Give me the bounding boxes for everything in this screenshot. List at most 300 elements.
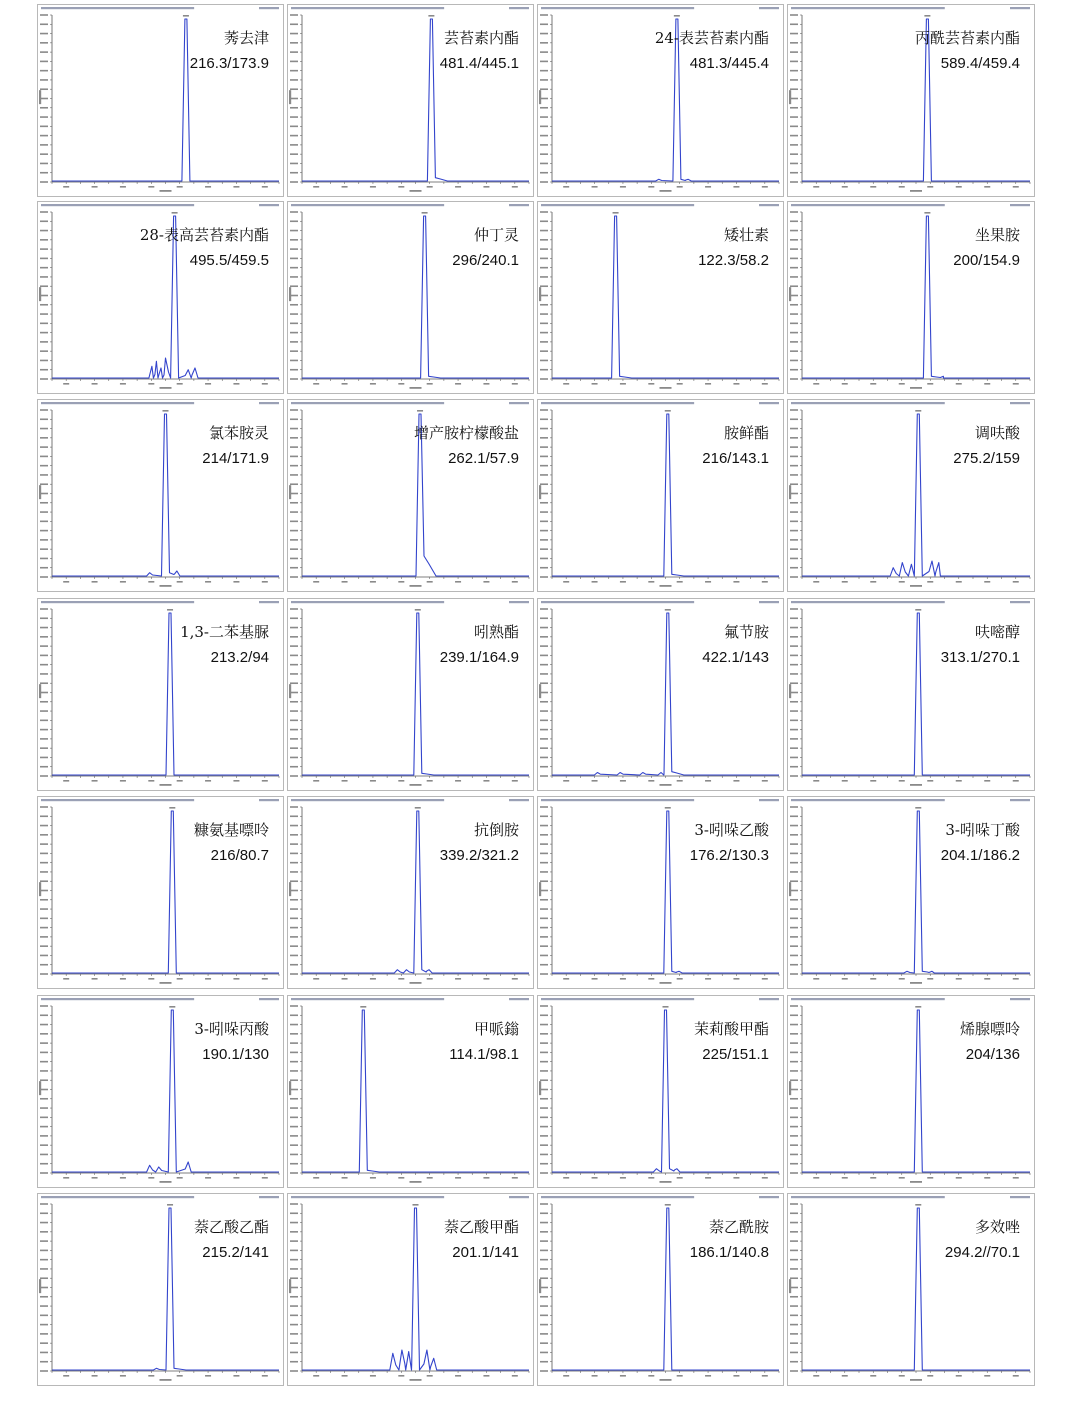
y-tick-label [540, 853, 548, 855]
intensity-header-line [509, 204, 529, 206]
chromatogram-panel [287, 598, 534, 791]
x-tick-label [120, 1177, 126, 1179]
y-tick-label [290, 1079, 298, 1081]
y-tick-label [790, 1240, 798, 1242]
y-tick-label [290, 1033, 298, 1035]
y-tick-label [40, 511, 48, 513]
y-tick-label [290, 1342, 298, 1344]
x-tick-label [512, 581, 518, 583]
y-tick-label [540, 1361, 548, 1363]
y-tick-label [540, 295, 548, 297]
x-axis-title [410, 1379, 422, 1381]
x-tick-label [620, 1177, 626, 1179]
mrm-transition: 122.3/58.2 [698, 252, 769, 269]
x-tick-label [842, 1177, 848, 1179]
y-tick-label [540, 1268, 548, 1270]
chromatogram-panel [787, 796, 1035, 989]
y-axis-title [39, 1279, 41, 1293]
x-tick-label [148, 1375, 154, 1377]
y-axis-title [289, 684, 291, 698]
y-tick-label [790, 664, 798, 666]
instrument-header-line [291, 601, 444, 603]
y-tick-label [790, 692, 798, 694]
y-tick-label [790, 1163, 798, 1165]
x-tick-label [1013, 978, 1019, 980]
x-tick-label [148, 383, 154, 385]
x-axis-title [160, 190, 172, 192]
y-tick-label [540, 135, 548, 137]
x-tick-label [483, 1375, 489, 1377]
y-tick-label [540, 304, 548, 306]
y-tick-label [290, 276, 298, 278]
y-tick-label [40, 23, 48, 25]
y-tick-label [40, 51, 48, 53]
y-tick-label [790, 360, 798, 362]
y-tick-label [40, 548, 48, 550]
chromatogram-panel [37, 598, 284, 791]
x-tick-label [342, 383, 348, 385]
x-tick-label [205, 383, 211, 385]
y-tick-label [40, 692, 48, 694]
y-tick-label [40, 627, 48, 629]
x-tick-label [398, 1177, 404, 1179]
y-tick-label [790, 682, 798, 684]
y-tick-label [40, 806, 48, 808]
y-tick-label [540, 181, 548, 183]
x-tick-label [927, 978, 933, 980]
x-axis-title [160, 387, 172, 389]
y-tick-label [790, 276, 798, 278]
x-tick-label [1013, 1375, 1019, 1377]
x-tick-label [512, 383, 518, 385]
y-tick-label [290, 369, 298, 371]
y-tick-label [790, 1203, 798, 1205]
y-tick-label [540, 1250, 548, 1252]
y-tick-label [40, 1089, 48, 1091]
peak-rt-label [167, 609, 173, 611]
y-tick-label [290, 843, 298, 845]
y-tick-label [290, 1277, 298, 1279]
y-tick-label [540, 1163, 548, 1165]
y-tick-label [540, 79, 548, 81]
y-tick-label [540, 369, 548, 371]
x-tick-label [899, 780, 905, 782]
y-axis-title [539, 485, 541, 499]
x-tick-label [870, 581, 876, 583]
y-tick-label [40, 1098, 48, 1100]
y-tick-label [290, 239, 298, 241]
y-tick-label [290, 1005, 298, 1007]
mrm-transition: 422.1/143 [702, 649, 769, 666]
y-tick-label [540, 1296, 548, 1298]
peak-rt-label [915, 609, 921, 611]
y-tick-label [40, 655, 48, 657]
x-tick-label [1013, 780, 1019, 782]
y-tick-label [790, 645, 798, 647]
y-tick-label [40, 1052, 48, 1054]
y-tick-label [790, 61, 798, 63]
chromatogram-panel [537, 598, 784, 791]
y-tick-label [540, 116, 548, 118]
y-tick-label [290, 890, 298, 892]
x-tick-label [870, 780, 876, 782]
y-tick-label [790, 955, 798, 957]
y-tick-label [790, 220, 798, 222]
y-tick-label [790, 973, 798, 975]
y-tick-label [790, 23, 798, 25]
chromatogram-panel [787, 995, 1035, 1188]
y-tick-label [790, 1277, 798, 1279]
y-tick-label [290, 323, 298, 325]
x-tick-label [870, 978, 876, 980]
y-tick-label [40, 576, 48, 578]
y-tick-label [40, 220, 48, 222]
y-tick-label [790, 295, 798, 297]
x-tick-label [483, 383, 489, 385]
peak-rt-label [415, 609, 421, 611]
x-tick-label [455, 383, 461, 385]
y-tick-label [290, 465, 298, 467]
y-tick-label [40, 1277, 48, 1279]
y-tick-label [40, 815, 48, 817]
intensity-header-line [259, 7, 279, 9]
y-tick-label [540, 239, 548, 241]
y-tick-label [290, 853, 298, 855]
y-tick-label [790, 964, 798, 966]
y-tick-label [290, 172, 298, 174]
x-tick-label [120, 1375, 126, 1377]
y-tick-label [540, 530, 548, 532]
y-tick-label [540, 23, 548, 25]
y-tick-label [540, 323, 548, 325]
y-tick-label [790, 350, 798, 352]
y-tick-label [290, 682, 298, 684]
x-tick-label [313, 581, 319, 583]
y-tick-label [40, 258, 48, 260]
y-tick-label [540, 1315, 548, 1317]
y-tick-label [790, 1268, 798, 1270]
y-tick-label [790, 1259, 798, 1261]
x-tick-label [205, 186, 211, 188]
x-axis-title [410, 387, 422, 389]
y-tick-label [540, 1135, 548, 1137]
y-tick-label [40, 945, 48, 947]
y-tick-label [40, 239, 48, 241]
intensity-header-line [259, 998, 279, 1000]
y-axis-title [289, 287, 291, 301]
y-tick-label [40, 1296, 48, 1298]
x-tick-label [92, 978, 98, 980]
y-tick-label [540, 483, 548, 485]
y-tick-label [40, 1352, 48, 1354]
y-tick-label [790, 673, 798, 675]
y-tick-label [40, 862, 48, 864]
peak-rt-label [169, 807, 175, 809]
y-tick-label [40, 1061, 48, 1063]
y-axis-title [539, 90, 541, 104]
x-tick-label [148, 978, 154, 980]
intensity-header-line [759, 204, 779, 206]
mrm-transition: 216/143.1 [702, 450, 769, 467]
compound-name: 萘乙酰胺 [708, 1218, 769, 1236]
x-tick-label [984, 186, 990, 188]
y-tick-label [790, 14, 798, 16]
intensity-header-line [1010, 601, 1030, 603]
y-tick-label [540, 567, 548, 569]
x-axis-title [160, 585, 172, 587]
chromatogram-panel [787, 1193, 1035, 1386]
instrument-header-line [291, 1196, 444, 1198]
chromatogram-panel [537, 995, 784, 1188]
y-tick-label [40, 936, 48, 938]
y-axis-title [789, 882, 791, 896]
instrument-header-line [41, 7, 194, 9]
x-tick-label [677, 978, 683, 980]
x-tick-label [927, 1177, 933, 1179]
y-tick-label [540, 1098, 548, 1100]
x-axis-title [910, 982, 922, 984]
y-tick-label [790, 1352, 798, 1354]
y-tick-label [290, 880, 298, 882]
y-tick-label [540, 1154, 548, 1156]
y-tick-label [290, 862, 298, 864]
x-axis-title [160, 784, 172, 786]
x-tick-label [370, 383, 376, 385]
y-tick-label [290, 70, 298, 72]
x-tick-label [233, 383, 239, 385]
x-tick-label [733, 186, 739, 188]
y-tick-label [40, 1305, 48, 1307]
y-tick-label [540, 1079, 548, 1081]
x-tick-label [648, 186, 654, 188]
compound-name: 氯苯胺灵 [208, 424, 269, 442]
y-tick-label [790, 98, 798, 100]
chromatogram-panel [287, 201, 534, 394]
y-tick-label [290, 673, 298, 675]
y-tick-label [290, 456, 298, 458]
x-tick-label [177, 383, 183, 385]
x-tick-label [705, 581, 711, 583]
chromatogram-panel [537, 201, 784, 394]
y-tick-label [540, 1370, 548, 1372]
y-tick-label [290, 181, 298, 183]
y-tick-label [540, 871, 548, 873]
x-axis-title [910, 784, 922, 786]
y-tick-label [290, 927, 298, 929]
y-tick-label [790, 1098, 798, 1100]
compound-name: 增产胺柠檬酸盐 [413, 424, 519, 442]
y-tick-label [540, 521, 548, 523]
peak-rt-label [924, 15, 930, 17]
y-tick-label [540, 1042, 548, 1044]
chromatogram-panel [287, 995, 534, 1188]
x-tick-label [120, 186, 126, 188]
y-tick-label [40, 144, 48, 146]
x-tick-label [762, 780, 768, 782]
instrument-header-line [791, 1196, 945, 1198]
compound-name: 茉莉酸甲酯 [693, 1020, 769, 1038]
y-tick-label [540, 409, 548, 411]
y-tick-label [40, 645, 48, 647]
y-tick-label [540, 248, 548, 250]
y-tick-label [40, 1107, 48, 1109]
y-tick-label [290, 267, 298, 269]
y-tick-label [290, 908, 298, 910]
x-tick-label [63, 1177, 69, 1179]
y-tick-label [540, 945, 548, 947]
x-tick-label [483, 581, 489, 583]
chromatogram-panel [787, 201, 1035, 394]
y-tick-label [790, 1126, 798, 1128]
instrument-header-line [41, 1196, 194, 1198]
y-tick-label [40, 720, 48, 722]
y-tick-label [40, 1250, 48, 1252]
x-tick-label [177, 186, 183, 188]
y-tick-label [790, 608, 798, 610]
intensity-header-line [509, 7, 529, 9]
x-tick-label [63, 780, 69, 782]
y-tick-label [790, 738, 798, 740]
mrm-transition: 262.1/57.9 [448, 450, 519, 467]
y-tick-label [40, 567, 48, 569]
x-tick-label [512, 978, 518, 980]
x-tick-label [842, 581, 848, 583]
y-tick-label [40, 88, 48, 90]
y-tick-label [790, 1324, 798, 1326]
x-tick-label [233, 186, 239, 188]
y-tick-label [290, 567, 298, 569]
x-tick-label [205, 1375, 211, 1377]
y-tick-label [40, 1014, 48, 1016]
y-tick-label [540, 757, 548, 759]
y-tick-label [40, 465, 48, 467]
y-tick-label [290, 1144, 298, 1146]
x-tick-label [148, 581, 154, 583]
y-tick-label [540, 14, 548, 16]
y-tick-label [790, 945, 798, 947]
x-tick-label [512, 1177, 518, 1179]
y-axis-title [289, 882, 291, 896]
peak-rt-label [665, 807, 671, 809]
y-tick-label [40, 1315, 48, 1317]
y-tick-label [290, 1052, 298, 1054]
peak-rt-label [924, 212, 930, 214]
y-tick-label [290, 729, 298, 731]
y-tick-label [790, 1315, 798, 1317]
y-tick-label [540, 153, 548, 155]
y-tick-label [790, 862, 798, 864]
y-tick-label [540, 1024, 548, 1026]
y-tick-label [540, 701, 548, 703]
y-tick-label [290, 645, 298, 647]
intensity-header-line [509, 402, 529, 404]
y-tick-label [790, 806, 798, 808]
peak-rt-label [183, 15, 189, 17]
y-tick-label [540, 1259, 548, 1261]
x-tick-label [455, 780, 461, 782]
x-tick-label [733, 1375, 739, 1377]
y-axis-title [289, 90, 291, 104]
y-tick-label [290, 332, 298, 334]
y-tick-label [290, 636, 298, 638]
y-tick-label [540, 880, 548, 882]
x-tick-label [177, 780, 183, 782]
y-tick-label [40, 673, 48, 675]
instrument-header-line [291, 7, 444, 9]
y-tick-label [790, 493, 798, 495]
y-axis-title [39, 287, 41, 301]
x-tick-label [177, 1375, 183, 1377]
y-tick-label [290, 1098, 298, 1100]
mrm-transition: 589.4/459.4 [940, 55, 1020, 72]
y-tick-label [540, 1172, 548, 1174]
y-tick-label [790, 313, 798, 315]
chromatogram-panel [787, 4, 1035, 197]
y-tick-label [40, 729, 48, 731]
y-axis-title [789, 1279, 791, 1293]
y-tick-label [40, 747, 48, 749]
y-tick-label [40, 530, 48, 532]
mrm-transition: 201.1/141 [452, 1244, 519, 1261]
x-tick-label [733, 581, 739, 583]
y-tick-label [40, 927, 48, 929]
y-tick-label [40, 539, 48, 541]
x-tick-label [262, 1375, 268, 1377]
y-tick-label [540, 465, 548, 467]
y-tick-label [290, 248, 298, 250]
y-tick-label [540, 548, 548, 550]
x-axis-title [910, 190, 922, 192]
y-axis-title [539, 1279, 541, 1293]
y-tick-label [790, 1333, 798, 1335]
x-axis-title [160, 982, 172, 984]
mrm-transition: 481.4/445.1 [439, 55, 519, 72]
y-tick-label [790, 1135, 798, 1137]
y-axis-title [789, 287, 791, 301]
x-tick-label [677, 1177, 683, 1179]
chromatogram-panel [787, 399, 1035, 592]
chromatogram-panel [37, 4, 284, 197]
x-tick-label [648, 1375, 654, 1377]
y-tick-label [540, 775, 548, 777]
y-tick-label [540, 493, 548, 495]
y-tick-label [790, 1107, 798, 1109]
y-tick-label [290, 955, 298, 957]
instrument-header-line [41, 799, 194, 801]
y-tick-label [40, 521, 48, 523]
y-tick-label [790, 1342, 798, 1344]
intensity-header-line [509, 601, 529, 603]
x-tick-label [483, 780, 489, 782]
mrm-transition: 481.3/445.4 [689, 55, 769, 72]
y-tick-label [290, 627, 298, 629]
y-tick-label [40, 1361, 48, 1363]
y-tick-label [40, 126, 48, 128]
compound-name: 3-吲哚丁酸 [945, 821, 1020, 839]
y-tick-label [290, 1203, 298, 1205]
x-tick-label [956, 186, 962, 188]
chromatogram-panel [537, 399, 784, 592]
x-tick-label [984, 978, 990, 980]
y-tick-label [790, 1089, 798, 1091]
y-tick-label [40, 682, 48, 684]
y-tick-label [40, 738, 48, 740]
x-tick-label [648, 1177, 654, 1179]
chromatogram-panel [37, 995, 284, 1188]
compound-name: 胺鲜酯 [723, 424, 769, 442]
mrm-transition: 339.2/321.2 [439, 847, 519, 864]
y-tick-label [40, 428, 48, 430]
